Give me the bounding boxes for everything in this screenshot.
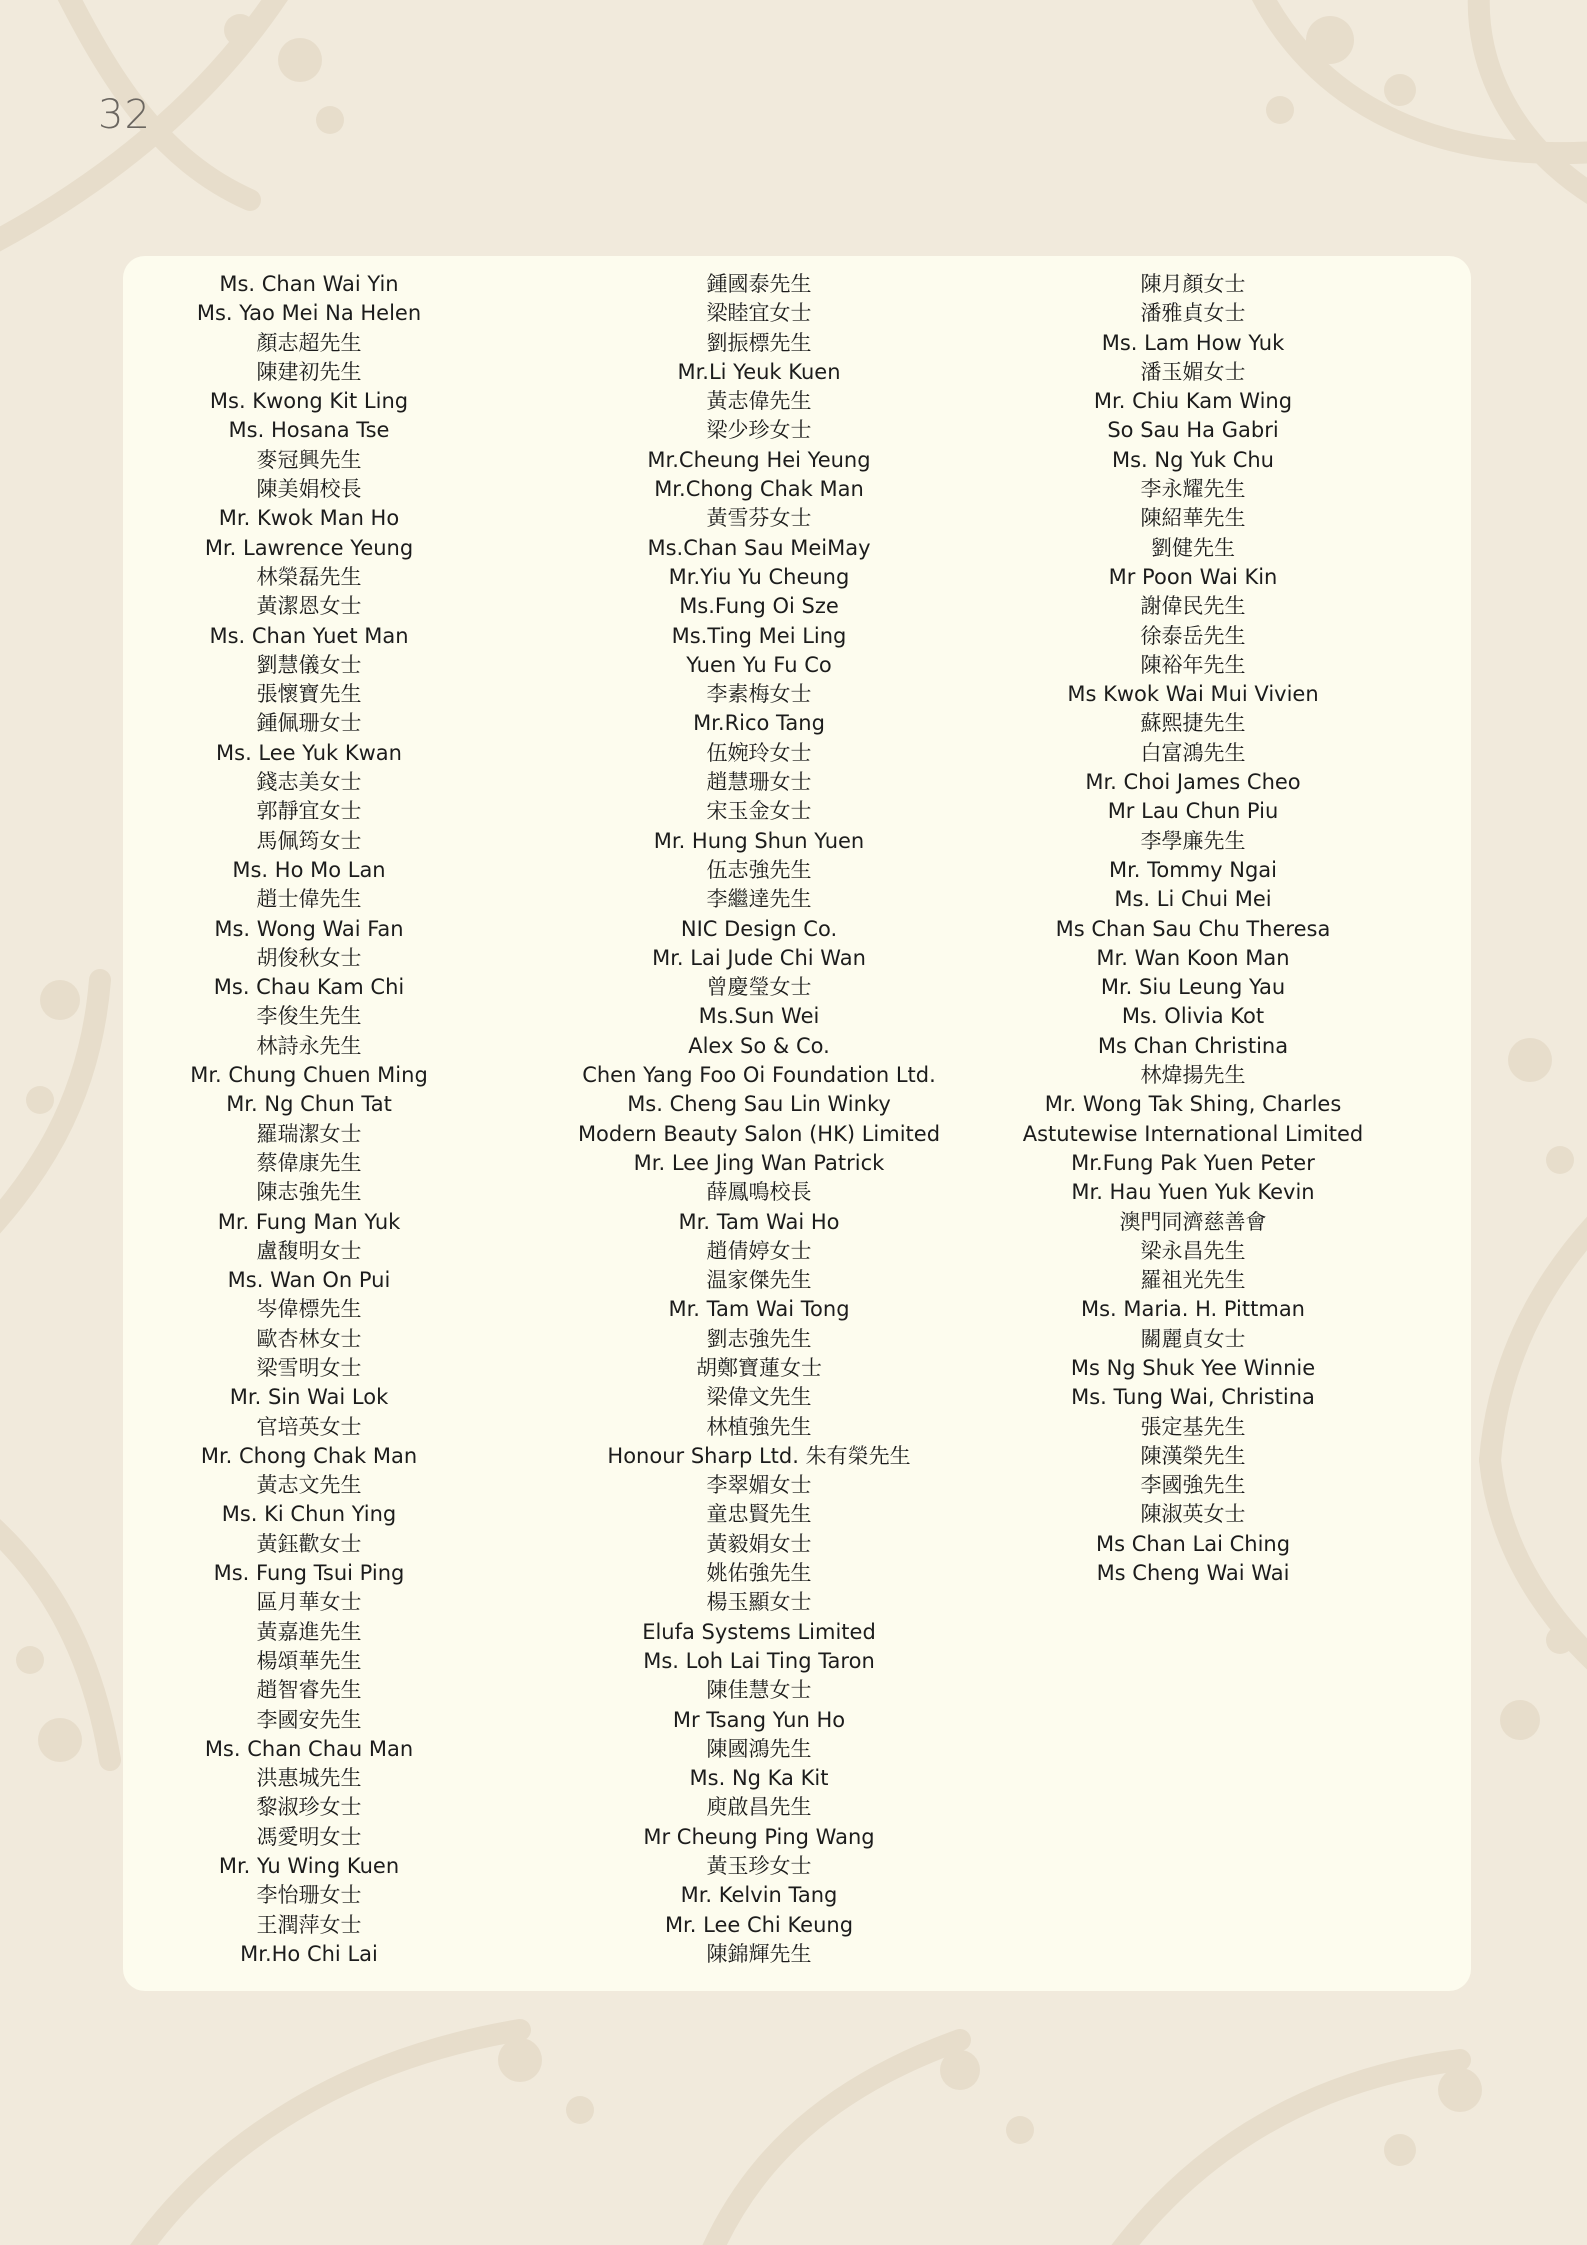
donor-name: 李學廉先生 <box>1140 828 1246 853</box>
donor-name: 洪惠城先生 <box>256 1766 362 1791</box>
donor-name: Ms.Chan Sau MeiMay <box>647 535 871 560</box>
donor-name: 林植強先生 <box>706 1414 812 1439</box>
donor-name: Ms. Chau Kam Chi <box>213 975 405 1000</box>
donor-name: 官培英女士 <box>256 1414 362 1439</box>
donor-name: 澳門同濟慈善會 <box>1119 1209 1267 1234</box>
donor-name: Mr.Li Yeuk Kuen <box>677 359 841 384</box>
donor-name: 麥冠興先生 <box>256 447 362 472</box>
donor-name: So Sau Ha Gabri <box>1107 418 1279 443</box>
donor-name: Mr. Fung Man Yuk <box>217 1209 401 1234</box>
donor-name: Mr. Yu Wing Kuen <box>218 1854 400 1879</box>
donor-name: 蘇熙捷先生 <box>1140 711 1246 736</box>
donor-name: Modern Beauty Salon (HK) Limited <box>577 1121 941 1146</box>
donor-name: Mr. Tam Wai Tong <box>668 1297 850 1322</box>
donor-name: Ms Kwok Wai Mui Vivien <box>1067 682 1319 707</box>
donor-name: 庾啟昌先生 <box>706 1795 812 1820</box>
donor-name: 李國安先生 <box>256 1707 362 1732</box>
donor-name: Ms. Olivia Kot <box>1121 1004 1265 1029</box>
donor-name: Ms. Wong Wai Fan <box>214 916 404 941</box>
donor-name: 歐杏林女士 <box>256 1326 362 1351</box>
donor-name: 陳美娟校長 <box>256 477 362 502</box>
donor-name: Ms. Kwong Kit Ling <box>209 389 409 414</box>
donor-name: Ms. Maria. H. Pittman <box>1081 1297 1305 1322</box>
donor-name: 陳錦輝先生 <box>706 1941 812 1966</box>
donor-name: Elufa Systems Limited <box>642 1619 876 1644</box>
donor-name: Mr.Yiu Yu Cheung <box>668 564 850 589</box>
donor-name: 張定基先生 <box>1140 1414 1246 1439</box>
donor-name: 鍾國泰先生 <box>706 272 812 296</box>
donor-name: 關麗貞女士 <box>1140 1326 1246 1351</box>
donor-column-2 <box>529 270 989 1969</box>
donor-name: Mr. Tam Wai Ho <box>678 1209 840 1234</box>
donor-name: Ms. Li Chui Mei <box>1114 887 1272 912</box>
donor-name: 胡俊秋女士 <box>256 945 362 970</box>
donor-name: 趙倩婷女士 <box>706 1238 812 1263</box>
donor-name: Honour Sharp Ltd. 朱有榮先生 <box>607 1443 911 1468</box>
donor-name: 梁偉文先生 <box>706 1385 812 1410</box>
donor-name: Mr.Fung Pak Yuen Peter <box>1071 1150 1315 1175</box>
donor-name: 李翠媚女士 <box>706 1473 812 1498</box>
donor-name: Mr. Tommy Ngai <box>1108 857 1278 882</box>
donor-name: 梁少珍女士 <box>706 418 812 443</box>
donor-name: 羅瑞潔女士 <box>256 1121 362 1146</box>
donor-name: Mr. Choi James Cheo <box>1085 770 1301 795</box>
donor-name: Mr Lau Chun Piu <box>1107 799 1279 824</box>
donor-name: 陳志強先生 <box>256 1180 362 1205</box>
donor-name: Ms. Ng Ka Kit <box>689 1766 829 1791</box>
donor-name: 黃潔恩女士 <box>256 594 362 619</box>
donor-name: 蔡偉康先生 <box>256 1150 362 1175</box>
donor-name: 李永耀先生 <box>1140 477 1246 502</box>
donor-name: 黃嘉進先生 <box>256 1619 362 1644</box>
donor-name: 張懷寶先生 <box>256 682 362 707</box>
donor-name: Mr. Chiu Kam Wing <box>1093 389 1293 414</box>
donor-name: 錢志美女士 <box>256 770 362 795</box>
donor-name: 黃鈺歡女士 <box>256 1531 362 1556</box>
donor-name: Mr Cheung Ping Wang <box>643 1824 875 1849</box>
donor-name: 王潤萍女士 <box>256 1912 362 1937</box>
donor-name: Chen Yang Foo Oi Foundation Ltd. <box>582 1063 936 1088</box>
donor-name: Mr. Lee Chi Keung <box>664 1912 854 1937</box>
donor-name: 陳建初先生 <box>256 359 362 384</box>
donor-name: Mr. Siu Leung Yau <box>1100 975 1286 1000</box>
donor-name: Ms.Sun Wei <box>698 1004 820 1029</box>
donor-name: 顏志超先生 <box>256 330 362 355</box>
donor-name: Mr. Kelvin Tang <box>680 1883 838 1908</box>
donor-name: Ms.Ting Mei Ling <box>671 623 847 648</box>
donor-name: Mr. Chong Chak Man <box>200 1443 418 1468</box>
donor-name: Mr. Hung Shun Yuen <box>653 828 865 853</box>
donor-name: Mr.Ho Chi Lai <box>240 1941 378 1966</box>
donor-name: Ms Chan Christina <box>1097 1033 1289 1058</box>
donor-name: 李繼達先生 <box>706 887 812 912</box>
donor-name: Mr. Wan Koon Man <box>1096 945 1290 970</box>
donor-name: Mr. Kwok Man Ho <box>218 506 400 531</box>
donor-name: 黃玉珍女士 <box>706 1854 812 1879</box>
donor-name: Ms. Loh Lai Ting Taron <box>643 1648 875 1673</box>
donor-name: Mr. Chung Chuen Ming <box>190 1063 428 1088</box>
donor-name: 盧馥明女士 <box>256 1238 362 1263</box>
donor-name: 劉慧儀女士 <box>256 652 362 677</box>
donor-name: 劉志強先生 <box>706 1326 812 1351</box>
donor-name: Ms Chan Lai Ching <box>1095 1531 1291 1556</box>
donor-name: 温家傑先生 <box>706 1268 812 1293</box>
donor-name: 李怡珊女士 <box>256 1883 362 1908</box>
donor-name: 楊頌華先生 <box>256 1648 362 1673</box>
donor-column-3 <box>963 270 1423 1588</box>
donor-name: 陳佳慧女士 <box>706 1678 812 1703</box>
donor-name: Ms. Ki Chun Ying <box>221 1502 397 1527</box>
donor-name: Mr. Sin Wai Lok <box>229 1385 389 1410</box>
donor-name: Ms. Hosana Tse <box>228 418 390 443</box>
donor-name: 李國強先生 <box>1140 1473 1246 1498</box>
donor-name: 薛鳳鳴校長 <box>706 1180 812 1205</box>
donor-name: Ms Ng Shuk Yee Winnie <box>1070 1355 1316 1380</box>
donor-name: 趙慧珊女士 <box>706 770 812 795</box>
donor-name: Mr. Lawrence Yeung <box>204 535 414 560</box>
donor-name: 童忠賢先生 <box>706 1502 812 1527</box>
donor-name: Ms Chan Sau Chu Theresa <box>1055 916 1331 941</box>
donor-name: Mr.Rico Tang <box>693 711 825 736</box>
donor-name: 陳國鴻先生 <box>706 1736 812 1761</box>
donor-name: 黃毅娟女士 <box>706 1531 812 1556</box>
donor-name: Ms. Fung Tsui Ping <box>213 1561 405 1586</box>
donor-name: Mr Poon Wai Kin <box>1108 564 1278 589</box>
donor-name: 郭靜宜女士 <box>256 799 362 824</box>
donor-name: 岑偉標先生 <box>256 1297 362 1322</box>
donor-name: 伍婉玲女士 <box>706 740 812 765</box>
donor-name: 李素梅女士 <box>706 682 812 707</box>
donor-name: 黎淑珍女士 <box>256 1795 362 1820</box>
donor-name: Ms. Tung Wai, Christina <box>1071 1385 1315 1410</box>
donor-name: Ms. Wan On Pui <box>227 1268 391 1293</box>
donor-name: 羅祖光先生 <box>1140 1268 1246 1293</box>
donor-name: Mr. Lai Jude Chi Wan <box>652 945 866 970</box>
donor-name: 馬佩筠女士 <box>256 828 362 853</box>
donor-name: Mr Tsang Yun Ho <box>672 1707 846 1732</box>
donor-name: 趙士偉先生 <box>256 887 362 912</box>
donor-name: Ms Cheng Wai Wai <box>1096 1561 1290 1586</box>
donor-name: 陳淑英女士 <box>1140 1502 1246 1527</box>
donor-name: 黃志文先生 <box>256 1473 362 1498</box>
donor-name: 黃志偉先生 <box>706 389 812 414</box>
donor-name: 林煒揚先生 <box>1140 1063 1246 1088</box>
donor-name: Ms. Chan Wai Yin <box>219 272 399 296</box>
donor-name: 謝偉民先生 <box>1140 594 1246 619</box>
donor-name: 曾慶瑩女士 <box>706 975 812 1000</box>
donor-name: Ms. Ho Mo Lan <box>232 857 386 882</box>
donor-name: 李俊生先生 <box>256 1004 362 1029</box>
donor-name: 陳紹華先生 <box>1140 506 1246 531</box>
donor-name: 陳漢榮先生 <box>1140 1443 1246 1468</box>
donor-name: 梁睦宜女士 <box>706 301 812 326</box>
donor-name: 梁永昌先生 <box>1140 1238 1246 1263</box>
donor-name: Ms. Chan Yuet Man <box>209 623 409 648</box>
donor-name: Ms. Ng Yuk Chu <box>1112 447 1274 472</box>
donor-name: 楊玉顯女士 <box>706 1590 812 1615</box>
donor-name: Mr.Chong Chak Man <box>654 477 864 502</box>
donor-name: Ms. Lee Yuk Kwan <box>216 740 402 765</box>
donor-name: Ms. Yao Mei Na Helen <box>196 301 422 326</box>
donor-name: 趙智睿先生 <box>256 1678 362 1703</box>
donor-name: 劉健先生 <box>1151 535 1235 560</box>
donor-name: Mr.Cheung Hei Yeung <box>647 447 871 472</box>
donor-name: 潘雅貞女士 <box>1140 301 1246 326</box>
page-number: 32 <box>98 92 151 138</box>
donor-name: 姚佑強先生 <box>706 1561 812 1586</box>
donor-name: 徐泰岳先生 <box>1140 623 1246 648</box>
donor-name: 鍾佩珊女士 <box>256 711 362 736</box>
donor-name: 白富鴻先生 <box>1140 740 1246 765</box>
donor-name: 陳裕年先生 <box>1140 652 1246 677</box>
donor-name: Mr. Lee Jing Wan Patrick <box>633 1150 885 1175</box>
donor-name: 林詩永先生 <box>256 1033 362 1058</box>
donor-name: 伍志強先生 <box>706 857 812 882</box>
donor-name: 黃雪芬女士 <box>706 506 812 531</box>
donor-name: 胡鄭寶蓮女士 <box>696 1355 822 1380</box>
donor-name: Yuen Yu Fu Co <box>686 652 832 677</box>
donor-name: Ms. Lam How Yuk <box>1101 330 1285 355</box>
donor-name: 馮愛明女士 <box>256 1824 362 1849</box>
donor-name: Mr. Wong Tak Shing, Charles <box>1044 1092 1342 1117</box>
donor-name: NIC Design Co. <box>680 916 838 941</box>
donor-column-1 <box>79 270 539 1969</box>
donor-name: Alex So & Co. <box>688 1033 830 1058</box>
donor-name: Ms. Chan Chau Man <box>204 1736 414 1761</box>
donor-name: Astutewise International Limited <box>1022 1121 1364 1146</box>
donor-name: 劉振標先生 <box>706 330 812 355</box>
donor-name: Ms.Fung Oi Sze <box>679 594 839 619</box>
donor-name: 梁雪明女士 <box>256 1355 362 1380</box>
donor-name: 潘玉媚女士 <box>1140 359 1246 384</box>
donor-name: 林榮磊先生 <box>256 564 362 589</box>
donor-name: Mr. Ng Chun Tat <box>226 1092 392 1117</box>
donor-name: 區月華女士 <box>256 1590 362 1615</box>
donor-name: 宋玉金女士 <box>706 799 812 824</box>
donor-name: Mr. Hau Yuen Yuk Kevin <box>1071 1180 1315 1205</box>
donor-name: Ms. Cheng Sau Lin Winky <box>627 1092 891 1117</box>
donor-name: 陳月顏女士 <box>1140 272 1246 296</box>
